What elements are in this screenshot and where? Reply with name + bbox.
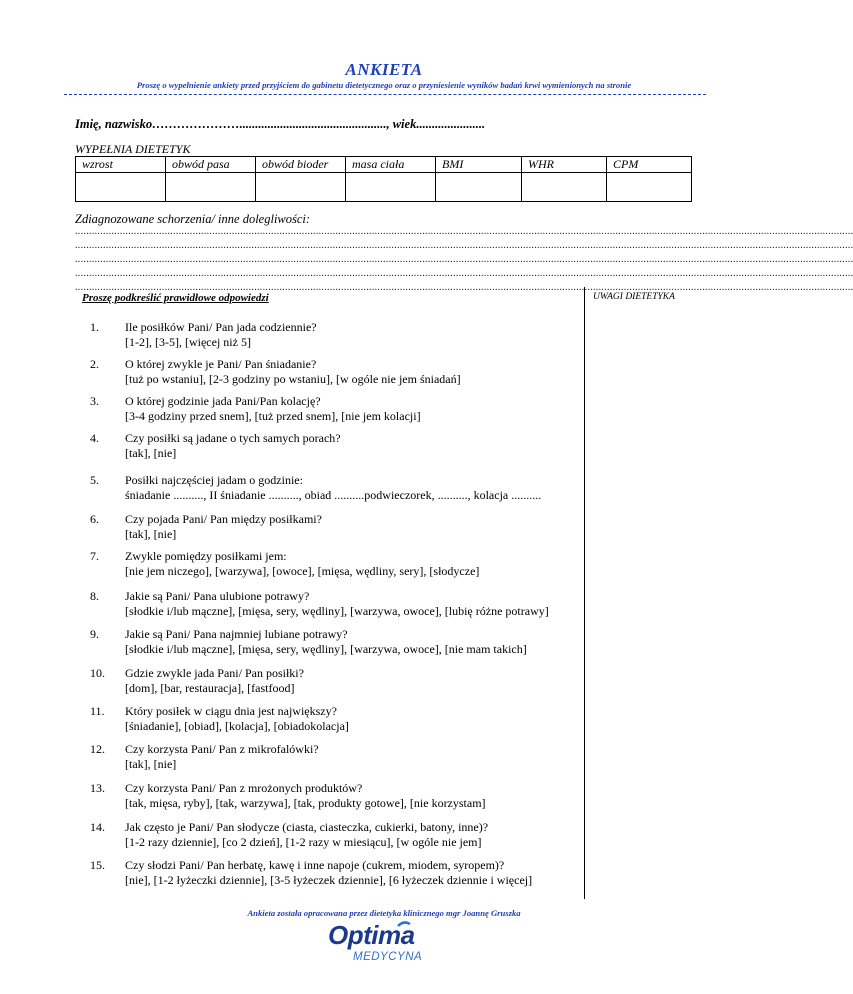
question-number: 7. (90, 549, 99, 563)
diagnosis-line[interactable]: ...................................................................................................................................................................................................................................................................................... (75, 282, 853, 293)
question-options[interactable]: [1-2], [3-5], [więcej niż 5] (125, 334, 251, 349)
question-text: Czy pojada Pani/ Pan między posiłkami? (125, 512, 322, 526)
question-options[interactable]: [tuż po wstaniu], [2-3 godziny po wstaniu], [w ogóle nie jem śniadań] (125, 371, 461, 386)
question-number: 1. (90, 320, 99, 334)
question-number: 15. (90, 858, 105, 872)
question-number: 3. (90, 394, 99, 408)
diagnosis-heading: Zdiagnozowane schorzenia/ inne dolegliwości: (75, 212, 311, 226)
question-options[interactable]: [3-4 godziny przed snem], [tuż przed snem], [nie jem kolacji] (125, 408, 421, 423)
diagnosis-line[interactable]: ...................................................................................................................................................................................................................................................................................... (75, 254, 853, 265)
logo-swoosh-icon (328, 920, 458, 950)
column-header-whr: WHR (522, 157, 607, 173)
diagnosis-line[interactable]: ...................................................................................................................................................................................................................................................................................... (75, 268, 853, 279)
column-header-height: wzrost (76, 157, 166, 173)
question-options[interactable]: [słodkie i/lub mączne], [mięsa, sery, wędliny], [warzywa, owoce], [lubię różne potrawy] (125, 603, 549, 618)
optima-logo (328, 920, 458, 976)
question-text: Ile posiłków Pani/ Pan jada codziennie? (125, 320, 317, 334)
question-options[interactable]: śniadanie .........., II śniadanie .........., obiad ..........podwieczorek, .........., kolacja .......... (125, 487, 542, 502)
height-cell[interactable] (76, 173, 166, 202)
page-title: ANKIETA (345, 60, 423, 79)
question-text: Gdzie zwykle jada Pani/ Pan posiłki? (125, 666, 304, 680)
question-text: Czy korzysta Pani/ Pan z mikrofalówki? (125, 742, 319, 756)
dietitian-section-heading: WYPEŁNIA DIETETYK (75, 142, 191, 156)
question-text: Czy korzysta Pani/ Pan z mrożonych produktów? (125, 781, 363, 795)
whr-cell[interactable] (522, 173, 607, 202)
column-header-waist: obwód pasa (166, 157, 256, 173)
question-text: Zwykle pomiędzy posiłkami jem: (125, 549, 287, 563)
question-number: 14. (90, 820, 105, 834)
diagnosis-line[interactable]: ...................................................................................................................................................................................................................................................................................... (75, 226, 853, 237)
question-number: 6. (90, 512, 99, 526)
question-number: 13. (90, 781, 105, 795)
column-header-weight: masa ciała (346, 157, 436, 173)
question-options[interactable]: [nie], [1-2 łyżeczki dziennie], [3-5 łyżeczek dziennie], [6 łyżeczek dziennie i więcej] (125, 872, 533, 887)
question-options[interactable]: [słodkie i/lub mączne], [mięsa, sery, wędliny], [warzywa, owoce], [nie mam takich] (125, 641, 527, 656)
bmi-cell[interactable] (436, 173, 522, 202)
question-options[interactable]: [1-2 razy dziennie], [co 2 dzień], [1-2 razy w miesiącu], [w ogóle nie jem] (125, 834, 482, 849)
column-header-cpm: CPM (607, 157, 692, 173)
question-text: Posiłki najczęściej jadam o godzinie: (125, 473, 303, 487)
measurements-table (75, 156, 692, 202)
question-text: Jakie są Pani/ Pana najmniej lubiane potrawy? (125, 627, 348, 641)
question-text: O której zwykle je Pani/ Pan śniadanie? (125, 357, 317, 371)
question-text: Jak często je Pani/ Pan słodycze (ciasta, ciasteczka, cukierki, batony, inne)? (125, 820, 489, 834)
diagnosis-line[interactable]: ...................................................................................................................................................................................................................................................................................... (75, 240, 853, 251)
header-divider (64, 94, 706, 95)
question-text: Jakie są Pani/ Pana ulubione potrawy? (125, 589, 310, 603)
question-number: 12. (90, 742, 105, 756)
dietitian-remarks-heading: UWAGI DIETETYKA (593, 292, 675, 302)
logo-wordmark: Optima (328, 920, 415, 950)
question-options[interactable]: [tak], [nie] (125, 526, 177, 541)
question-options[interactable]: [nie jem niczego], [warzywa], [owoce], [mięsa, wędliny, sery], [słodycze] (125, 563, 480, 578)
logo-subtitle: MEDYCYNA (353, 951, 423, 963)
weight-cell[interactable] (346, 173, 436, 202)
column-header-hips: obwód bioder (256, 157, 346, 173)
question-options[interactable]: [tak, mięsa, ryby], [tak, warzywa], [tak, produkty gotowe], [nie korzystam] (125, 795, 486, 810)
waist-cell[interactable] (166, 173, 256, 202)
question-number: 4. (90, 431, 99, 445)
question-text: Który posiłek w ciągu dnia jest największy? (125, 704, 337, 718)
question-options[interactable]: [śniadanie], [obiad], [kolacja], [obiadokolacja] (125, 718, 349, 733)
question-text: Czy posiłki są jadane o tych samych porach? (125, 431, 341, 445)
question-number: 8. (90, 589, 99, 603)
column-header-bmi: BMI (436, 157, 522, 173)
question-text: O której godzinie jada Pani/Pan kolację? (125, 394, 321, 408)
question-options[interactable]: [tak], [nie] (125, 756, 177, 771)
author-credit: Ankieta została opracowana przez dietetyka klinicznego mgr Joannę Gruszka (247, 908, 521, 918)
question-number: 11. (90, 704, 105, 718)
question-text: Czy słodzi Pani/ Pan herbatę, kawę i inne napoje (cukrem, miodem, syropem)? (125, 858, 505, 872)
question-number: 2. (90, 357, 99, 371)
question-options[interactable]: [dom], [bar, restauracja], [fastfood] (125, 680, 295, 695)
cpm-cell[interactable] (607, 173, 692, 202)
page-subtitle: Proszę o wypełnienie ankiety przed przyjściem do gabinetu dietetycznego oraz o przyniesienie wyników badań krwi wymienionych na stronie (136, 80, 632, 90)
name-age-field[interactable]: Imię, nazwisko…………………..............................................., wiek...................... (75, 117, 486, 131)
answer-instructions: Proszę podkreślić prawidłowe odpowiedzi (82, 292, 269, 304)
question-number: 9. (90, 627, 99, 641)
question-number: 5. (90, 473, 99, 487)
hips-cell[interactable] (256, 173, 346, 202)
question-options[interactable]: [tak], [nie] (125, 445, 177, 460)
question-number: 10. (90, 666, 105, 680)
